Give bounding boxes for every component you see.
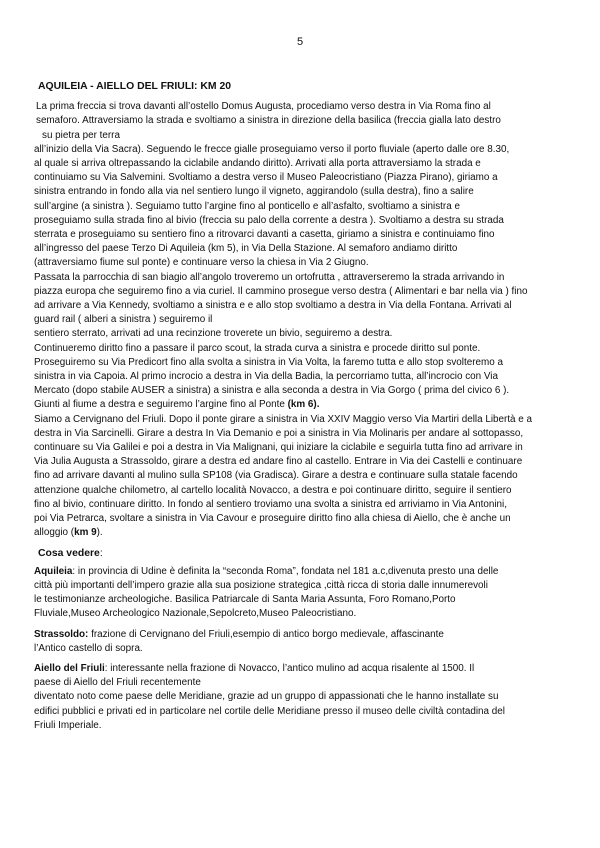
text-line: proseguiamo sulla strada fino al bivio (freccia su palo della corrente a destra ). Svoltiamo a destra su strada [34,214,504,226]
text-line: sentiero sterrato, arrivati ad una recinzione troverete un bivio, seguiremo a destra. [34,328,393,340]
page-content [34,80,574,739]
text-line: all’inizio della Via Sacra). Seguendo le frecce gialle proseguiamo verso il porto fluviale (aperto dalle ore 8.30, [34,143,510,155]
text-segment: : interessante nella frazione di Novacco, l’antico mulino ad acqua risalente al 1500. Il [104,662,475,674]
text-line: Via Julia Augusta a Strassoldo, girare a destra ed andare fino al castello. Entrare in Via dei Castelli e continuare [34,456,523,468]
text-line [34,526,574,540]
place-name: Strassoldo: [34,628,89,640]
text-line: su pietra per terra [42,129,120,141]
text-line: sterrata e proseguiamo su sentiero fino a ritrovarci davanti a casetta, giriamo a sinistra e continuiamo fino [34,229,495,241]
text-line: sinistra entrando in fondo alla via nel sentiero lungo il vigneto, aggirandolo (sulla destra), fino a salire [34,186,474,198]
text-line: Proseguiremo su Via Predicort fino alla svolta a sinistra in Via Volta, la faremo tutta e allo stop svolteremo a [34,356,503,368]
text-line [34,628,574,642]
text-line [34,398,574,412]
text-line: Friuli Imperiale. [34,719,102,731]
km-marker: km 9 [74,527,97,539]
text-line: all’ingresso del paese Terzo Di Aquileia (km 5), in Via Della Stazione. Al semaforo andiamo diritto [34,243,458,255]
text-segment: frazione di Cervignano del Friuli,esempio di antico borgo medievale, affascinante [88,628,444,640]
text-line: diventato noto come paese delle Meridiane, grazie ad un gruppo di appassionati che le hanno installate su [34,691,499,703]
text-line: al quale si arriva oltrepassando la ciclabile andando diritto). Arrivati alla porta attraversiamo la strada e [34,158,481,170]
place-name: Aquileia [34,565,73,577]
text-line: fino ad arrivare davanti al mulino sulla SP108 (via Gradisca). Girare a destra e continuare sulla statale facendo [34,470,518,482]
text-line: paese di Aiello del Friuli recentemente [34,677,201,689]
text-line [34,565,574,579]
text-line [34,662,574,676]
page-title: AQUILEIA - AIELLO DEL FRIULI: KM 20 [38,81,231,92]
text-line: guard rail ( alberi a sinistra ) seguiremo il [34,314,213,326]
text-line: l’Antico castello di sopra. [34,642,143,654]
text-line: Mercato (dopo stabile AUSER a sinistra) a sinistra e alla seconda a destra in Via Gorgo ( prima del civico 6 ). [34,385,510,397]
route-description [34,100,574,540]
text-line: fino al bivio, continuare diritto. In fondo al sentiero troviamo una svolta a sinistra ed arriviamo in Via Antonini, [34,498,507,510]
text-line: Siamo a Cervignano del Friuli. Dopo il ponte girare a sinistra in Via XXIV Maggio verso Via Martiri della Libertà e a [34,413,533,425]
text-line: continuiamo su Via Salvemini. Svoltiamo a destra verso il Museo Paleocristiano (Piazza Pirano), giriamo a [34,172,498,184]
text-line: edifici pubblici e privati ed in particolare nel cortile delle Meridiane presso il museo delle civiltà contadina del [34,705,505,717]
cosa-vedere-heading [38,547,574,561]
aquileia-section [34,565,574,622]
text-line: La prima freccia si trova davanti all’ostello Domus Augusta, procediamo verso destra in Via Roma fino al [36,101,491,113]
text-line: Fluviale,Museo Archeologico Nazionale,Sepolcreto,Museo Paleocristiano. [34,608,357,620]
text-line: attenzione qualche chilometro, al cartello località Novacco, a destra e poi continuare diritto, seguire il sentiero [34,484,512,496]
aiello-section [34,662,574,733]
text-line: sinistra in via Capoia. Al primo incrocio a destra in Via della Badia, la percorriamo tutta, all’incrocio con Via [34,371,498,383]
text-line: destra in Via Sarcinelli. Girare a destra In Via Demanio e poi a sinistra in Via Molinaris per andare al sottopasso, [34,427,524,439]
text-line: le testimonianze archeologiche. Basilica Patriarcale di Santa Maria Assunta, Foro Romano,Porto [34,594,456,606]
km-marker: (km 6). [287,399,320,411]
text-line: Continueremo diritto fino a passare il parco scout, la strada curva a sinistra e procede diritto sul ponte. [34,342,481,354]
text-segment: ). [96,527,103,539]
text-segment: : in provincia di Udine è definita la “seconda Roma”, fondata nel 181 a.c,divenuta presto una delle [72,565,499,577]
text-line: Passata la parrocchia di san biagio all’angolo troveremo un ortofrutta , attraverseremo la strada arrivando in [34,271,505,283]
text-line: poi Via Petrarca, svoltare a sinistra in Via Cavour e proseguire diritto fino alla chiesa di Aiello, che è anche un [34,513,511,525]
text-segment: alloggio ( [34,527,75,539]
text-line: piazza europa che seguiremo fino a via curiel. Il cammino prosegue verso destra ( Alimentari e bar nella via ) fino [34,285,528,297]
text-line: sull’argine (a sinistra ). Seguiamo tutto l’argine fino al ponticello e all’asfalto, svoltiamo a sinistra e [34,200,460,212]
strassoldo-section [34,628,574,656]
text-line: ad arrivare a Via Kennedy, svoltiamo a sinistra e e allo stop svoltiamo a destra in Via della Fontana. Arrivati al [34,300,512,312]
heading-colon: : [99,547,103,559]
text-line: continuare su Via Galilei e poi a destra in Via Malignani, qui iniziare la ciclabile e seguirla tutta fino ad arrivare in [34,442,523,454]
text-line: (attraversiamo fiume sul ponte) e continuare verso la chiesa in Via 2 Giugno. [34,257,369,269]
text-line: città più importanti dell’impero grazie alla sua posizione strategica ,città ricca di storia dalle innumerevoli [34,579,488,591]
heading-text: Cosa vedere [38,547,100,559]
text-line: semaforo. Attraversiamo la strada e svoltiamo a sinistra in direzione della basilica (freccia gialla lato destro [36,115,501,127]
place-name: Aiello del Friuli [34,662,105,674]
text-segment: Giunti al fiume a destra e seguiremo l’argine fino al Ponte [34,399,288,411]
page-number: 5 [296,36,304,48]
